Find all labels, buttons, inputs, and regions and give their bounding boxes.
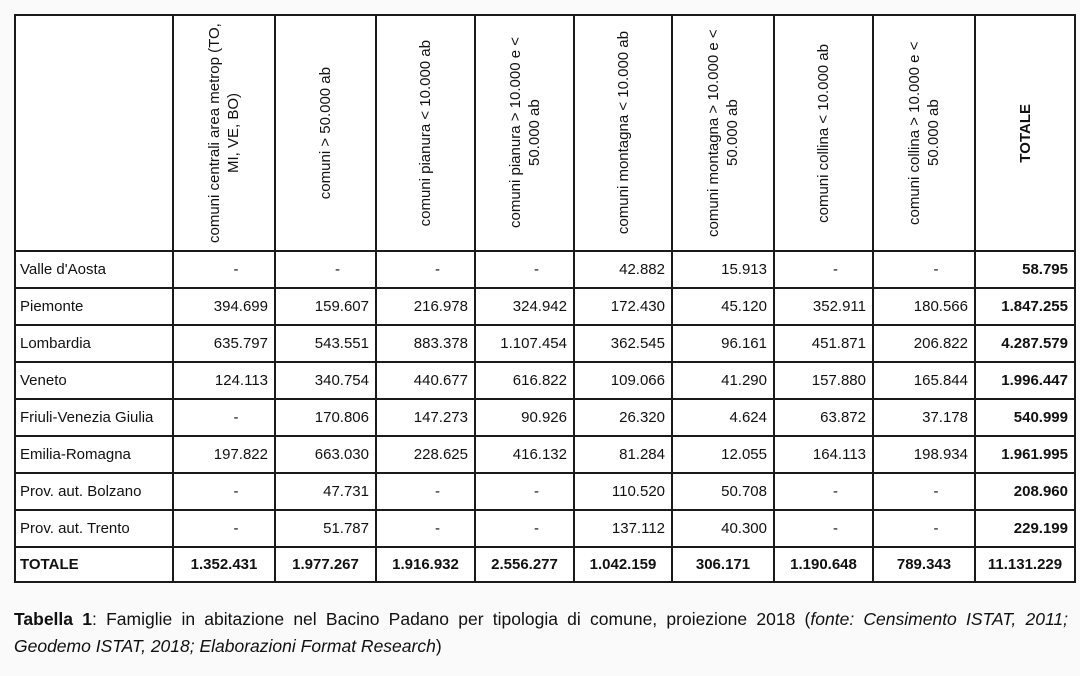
value-cell: - <box>774 251 873 288</box>
column-header-label: comuni pianura < 10.000 ab <box>417 39 434 227</box>
table-body <box>15 251 1075 582</box>
caption-label: Tabella 1 <box>14 609 92 629</box>
value-cell: 12.055 <box>672 436 774 473</box>
value-cell: 306.171 <box>672 547 774 582</box>
value-cell: 40.300 <box>672 510 774 547</box>
value-cell: 165.844 <box>873 362 975 399</box>
column-header-9 <box>975 15 1075 251</box>
column-header-8 <box>873 15 975 251</box>
data-table <box>14 14 1076 583</box>
header-row <box>15 15 1075 251</box>
column-header-label: comuni montagna < 10.000 ab <box>614 31 632 235</box>
value-cell: 1.107.454 <box>475 325 574 362</box>
value-cell: 216.978 <box>376 288 475 325</box>
value-cell: 157.880 <box>774 362 873 399</box>
value-cell: 883.378 <box>376 325 475 362</box>
row-label: Veneto <box>15 362 173 399</box>
value-cell: 197.822 <box>173 436 275 473</box>
row-label: Prov. aut. Bolzano <box>15 473 173 510</box>
value-cell: 394.699 <box>173 288 275 325</box>
table-row <box>15 510 1075 547</box>
value-cell: - <box>173 473 275 510</box>
total-row <box>15 547 1075 582</box>
value-cell: 4.624 <box>672 399 774 436</box>
column-header-7 <box>774 15 873 251</box>
value-cell: 1.352.431 <box>173 547 275 582</box>
value-cell: 2.556.277 <box>475 547 574 582</box>
value-cell: 206.822 <box>873 325 975 362</box>
row-label: Emilia-Romagna <box>15 436 173 473</box>
value-cell: - <box>475 473 574 510</box>
value-cell: - <box>475 510 574 547</box>
column-header-label: comuni collina < 10.000 ab <box>815 43 832 223</box>
value-cell: 170.806 <box>275 399 376 436</box>
value-cell: 124.113 <box>173 362 275 399</box>
value-cell: 164.113 <box>774 436 873 473</box>
value-cell: 81.284 <box>574 436 672 473</box>
value-cell: - <box>873 473 975 510</box>
column-header-label: TOTALE <box>1016 103 1034 163</box>
row-total-cell: 4.287.579 <box>975 325 1075 362</box>
table-row <box>15 251 1075 288</box>
row-label: Piemonte <box>15 288 173 325</box>
value-cell: 50.708 <box>672 473 774 510</box>
value-cell: - <box>475 251 574 288</box>
value-cell: 451.871 <box>774 325 873 362</box>
value-cell: - <box>275 251 376 288</box>
column-header-4 <box>475 15 574 251</box>
row-total-cell: 1.961.995 <box>975 436 1075 473</box>
table-row <box>15 362 1075 399</box>
value-cell: 137.112 <box>574 510 672 547</box>
value-cell: 635.797 <box>173 325 275 362</box>
row-total-cell: 540.999 <box>975 399 1075 436</box>
value-cell: 324.942 <box>475 288 574 325</box>
column-header-label: comuni centrali area metrop (TO, MI, VE, BO) <box>206 23 242 243</box>
row-label: Lombardia <box>15 325 173 362</box>
column-header-1 <box>173 15 275 251</box>
table-caption <box>14 606 1068 660</box>
value-cell: 362.545 <box>574 325 672 362</box>
value-cell: 352.911 <box>774 288 873 325</box>
value-cell: 1.042.159 <box>574 547 672 582</box>
row-total-cell: 229.199 <box>975 510 1075 547</box>
value-cell: 42.882 <box>574 251 672 288</box>
value-cell: 147.273 <box>376 399 475 436</box>
value-cell: 663.030 <box>275 436 376 473</box>
column-header-3 <box>376 15 475 251</box>
caption-source: fonte: Censimento ISTAT, 2011; Geodemo ISTAT, 2018; Elaborazioni Format Research <box>14 609 1069 656</box>
value-cell: 616.822 <box>475 362 574 399</box>
table-row <box>15 288 1075 325</box>
value-cell: 96.161 <box>672 325 774 362</box>
value-cell: - <box>173 510 275 547</box>
table-row <box>15 436 1075 473</box>
value-cell: - <box>873 510 975 547</box>
column-header-label: comuni collina > 10.000 e < 50.000 ab <box>906 41 942 225</box>
column-header-5 <box>574 15 672 251</box>
value-cell: - <box>376 251 475 288</box>
value-cell: 1.190.648 <box>774 547 873 582</box>
value-cell: 26.320 <box>574 399 672 436</box>
column-header-label: comuni montagna > 10.000 e < 50.000 ab <box>705 29 741 237</box>
value-cell: - <box>774 473 873 510</box>
row-label: TOTALE <box>15 547 173 582</box>
value-cell: 110.520 <box>574 473 672 510</box>
value-cell: 543.551 <box>275 325 376 362</box>
column-header-6 <box>672 15 774 251</box>
value-cell: - <box>376 473 475 510</box>
table-row <box>15 473 1075 510</box>
value-cell: - <box>873 251 975 288</box>
value-cell: 1.916.932 <box>376 547 475 582</box>
value-cell: 228.625 <box>376 436 475 473</box>
value-cell: - <box>173 251 275 288</box>
row-total-cell: 208.960 <box>975 473 1075 510</box>
value-cell: 789.343 <box>873 547 975 582</box>
row-label: Prov. aut. Trento <box>15 510 173 547</box>
value-cell: 172.430 <box>574 288 672 325</box>
value-cell: - <box>173 399 275 436</box>
row-total-cell: 11.131.229 <box>975 547 1075 582</box>
value-cell: 340.754 <box>275 362 376 399</box>
caption-text: : Famiglie in abitazione nel Bacino Padano per tipologia di comune, proiezione 2018 ( <box>91 609 811 629</box>
value-cell: 1.977.267 <box>275 547 376 582</box>
header-corner-cell <box>15 15 173 251</box>
row-total-cell: 58.795 <box>975 251 1075 288</box>
value-cell: - <box>774 510 873 547</box>
row-total-cell: 1.996.447 <box>975 362 1075 399</box>
row-label: Valle d'Aosta <box>15 251 173 288</box>
value-cell: 159.607 <box>275 288 376 325</box>
row-label: Friuli-Venezia Giulia <box>15 399 173 436</box>
value-cell: 63.872 <box>774 399 873 436</box>
column-header-label: comuni > 50.000 ab <box>317 66 334 200</box>
table-row <box>15 325 1075 362</box>
value-cell: 109.066 <box>574 362 672 399</box>
value-cell: 37.178 <box>873 399 975 436</box>
value-cell: - <box>376 510 475 547</box>
value-cell: 416.132 <box>475 436 574 473</box>
table-row <box>15 399 1075 436</box>
value-cell: 180.566 <box>873 288 975 325</box>
value-cell: 198.934 <box>873 436 975 473</box>
value-cell: 90.926 <box>475 399 574 436</box>
value-cell: 47.731 <box>275 473 376 510</box>
value-cell: 41.290 <box>672 362 774 399</box>
value-cell: 440.677 <box>376 362 475 399</box>
caption-close: ) <box>435 636 442 656</box>
value-cell: 15.913 <box>672 251 774 288</box>
column-header-label: comuni pianura > 10.000 e < 50.000 ab <box>506 37 543 229</box>
value-cell: 51.787 <box>275 510 376 547</box>
column-header-2 <box>275 15 376 251</box>
value-cell: 45.120 <box>672 288 774 325</box>
row-total-cell: 1.847.255 <box>975 288 1075 325</box>
